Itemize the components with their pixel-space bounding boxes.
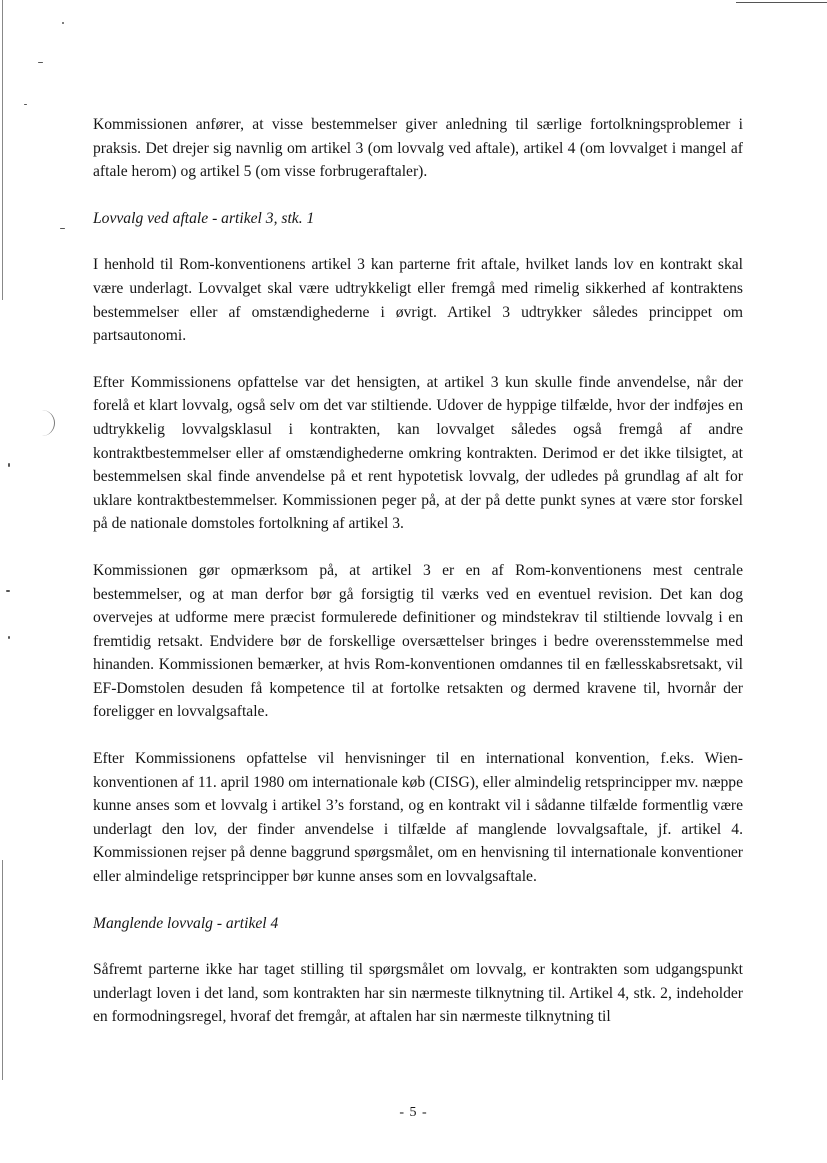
scan-bracket-mark <box>40 410 55 436</box>
scan-speck <box>62 22 64 24</box>
paragraph-partsautonomi: I henhold til Rom-konventionens artikel 3 kan parterne frit aftale, hvilket lands lov en kontrakt skal være underlagt. Lovvalget skal være udtrykkeligt eller fremgå med rimelig sikkerhed af kontraktens bestemmelser eller af omstændighederne i øvrigt. Artikel 3 udtrykker således princippet om partsautonomi. <box>93 256 743 345</box>
paragraph-stiltiende-lovvalg: Efter Kommissionens opfattelse var det hensigten, at artikel 3 kun skulle finde anvendelse, når der forelå et klart lovvalg, også selv om det var stiltiende. Udover de hyppige tilfælde, hvor der indføjes en udtrykkelig lovvalgsklasul i kontrakten, kan lovvalget således også fremgå af andre kontraktbestemmelser eller af omstændighederne omkring kontrakten. Derimod er det ikke tilsigtet, at bestemmelsen skal finde anvendelse på et rent hypotetisk lovvalg, der udledes på grundlag af alt for uklare kontraktbestemmelser. Kommissionen peger på, at der på dette punkt synes at være stor forskel på de nationale domstoles fortolkning af artikel 3. <box>93 373 743 533</box>
paragraph-revision: Kommissionen gør opmærksom på, at artikel 3 er en af Rom-konventionens mest centrale bestemmelser, og at man derfor bør gå forsigtig til værks ved en eventuel revision. Det kan dog overvejes at udforme mere præcist formulerede definitioner og mindstekrav til stiltiende lovvalg i en fremtidig retsakt. Endvidere bør de forskellige oversættelser bringes i bedre overensstemmelse med hinanden. Kommissionen bemærker, at hvis Rom-konventionen omdannes til en fællesskabsretsakt, vil EF-Domstolen desuden få kompetence til at fortolke retsakten og dermed kravene til, hvornår der foreligger en lovvalgsaftale. <box>93 561 743 721</box>
section-heading-artikel-3: Lovvalg ved aftale - artikel 3, stk. 1 <box>93 209 315 227</box>
scan-edge-line <box>736 2 827 3</box>
scan-speck <box>24 104 27 105</box>
page-number: - 5 - <box>399 1105 428 1120</box>
paragraph-international-konvention: Efter Kommissionens opfattelse vil henvisninger til en international konvention, f.eks. Wien-konventionen af 11. april 1980 om internationale køb (CISG), eller almindelig retsprincipper mv. næppe kunne anses som et lovvalg i artikel 3’s forstand, og en kontrakt vil i sådanne tilfælde formentlig være underlagt den lov, der finder anvendelse i tilfælde af manglende lovvalgsaftale, jf. artikel 4. Kommissionen rejser på denne baggrund spørgsmålet, om en henvisning til internationale konventioner eller almindelige retsprincipper bør kunne anses som en lovvalgsaftale. <box>93 750 743 886</box>
scan-speck <box>60 228 65 229</box>
scan-speck <box>8 636 10 639</box>
scan-edge-mark <box>2 860 3 1080</box>
paragraph-intro: Kommissionen anfører, at visse bestemmelser giver anledning til særlige fortolkningsproblemer i praksis. Det drejer sig navnlig om artikel 3 (om lovvalg ved aftale), artikel 4 (om lovvalget i mangel af aftale herom) og artikel 5 (om visse forbrugeraftaler). <box>93 116 743 181</box>
scan-edge-mark <box>2 0 3 300</box>
scan-speck <box>8 463 10 467</box>
scan-speck <box>38 62 43 63</box>
scan-speck <box>6 590 10 592</box>
paragraph-manglende-lovvalg: Såfremt parterne ikke har taget stilling til spørgsmålet om lovvalg, er kontrakten som udgangspunkt underlagt loven i det land, som kontrakten har sin nærmeste tilknytning til. Artikel 4, stk. 2, indeholder en formodningsregel, hvoraf det fremgår, at aftalen har sin nærmeste tilknytning til <box>93 961 743 1026</box>
section-heading-artikel-4: Manglende lovvalg - artikel 4 <box>93 914 279 932</box>
document-body <box>93 113 743 1029</box>
